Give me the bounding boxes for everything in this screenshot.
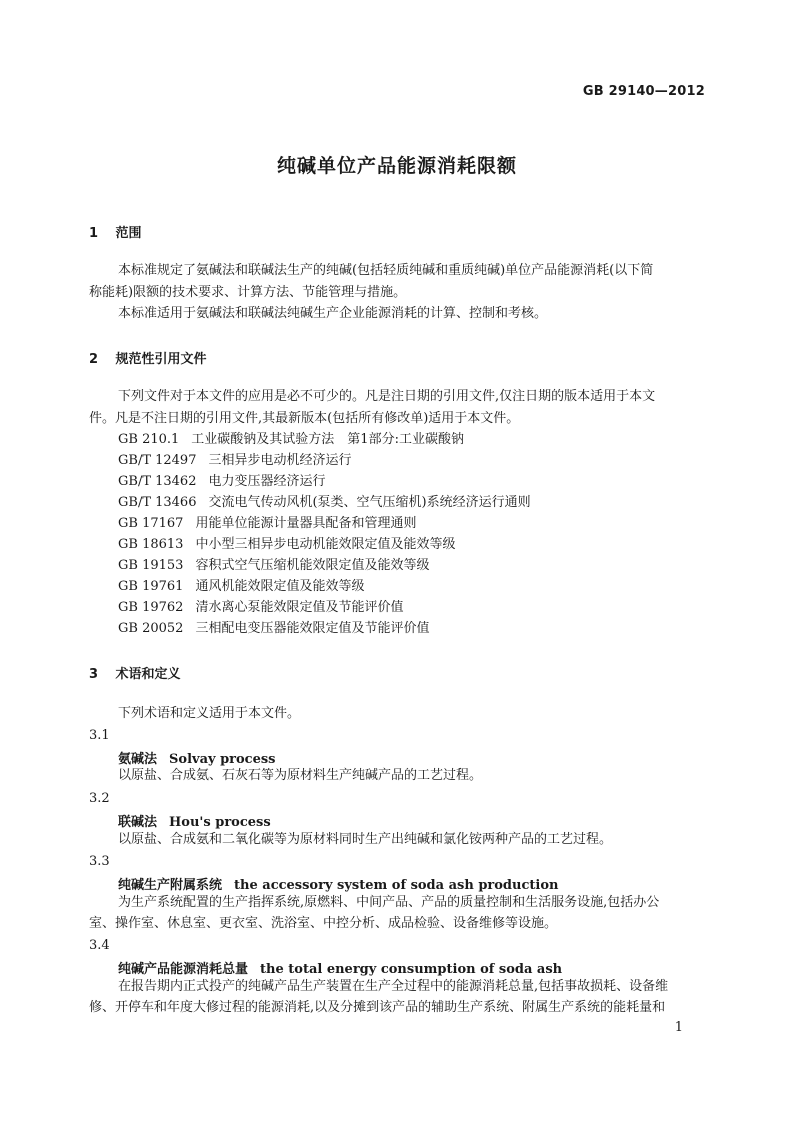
reference-item — [118, 597, 403, 618]
term-english: the total energy consumption of soda ash — [260, 962, 563, 977]
reference-title: 三相异步电动机经济运行 — [208, 453, 352, 468]
term-heading — [118, 958, 562, 977]
page-number: 1 — [674, 1020, 683, 1035]
term-heading — [118, 874, 558, 893]
section-title: 范围 — [115, 226, 142, 241]
term-definition: 以原盐、合成氨、石灰石等为原材料生产纯碱产品的工艺过程。 — [118, 768, 483, 783]
term-english: the accessory system of soda ash production — [234, 878, 559, 893]
term-heading — [118, 811, 271, 830]
term-definition-line-2: 修、开停车和年度大修过程的能源消耗,以及分摊到该产品的辅助生产系统、附属生产系统的能耗量和 — [89, 1000, 666, 1015]
document-title: 纯碱单位产品能源消耗限额 — [276, 155, 517, 177]
reference-code: GB 19153 — [118, 558, 184, 573]
reference-item — [118, 555, 429, 576]
scope-paragraph-2: 本标准适用于氨碱法和联碱法纯碱生产企业能源消耗的计算、控制和考核。 — [118, 306, 548, 321]
term-definition-line-1: 为生产系统配置的生产指挥系统,原燃料、中间产品、产品的质量控制和生活服务设施,包括办公 — [118, 895, 660, 910]
term-definition-line-2: 室、操作室、休息室、更衣室、洗浴室、中控分析、成品检验、设备维修等设施。 — [89, 916, 558, 931]
term-chinese: 联碱法 — [118, 815, 158, 830]
reference-code: GB 19761 — [118, 579, 184, 594]
term-number: 3.2 — [89, 791, 110, 806]
reference-item — [118, 450, 352, 471]
reference-title: 中小型三相异步电动机能效限定值及能效等级 — [195, 537, 456, 552]
reference-item — [118, 471, 326, 492]
section-title: 规范性引用文件 — [115, 352, 207, 367]
reference-code: GB/T 12497 — [118, 453, 197, 468]
term-english: Solvay process — [169, 752, 276, 767]
reference-code: GB 20052 — [118, 621, 184, 636]
term-number: 3.4 — [89, 938, 110, 953]
scope-paragraph-1-line-1: 本标准规定了氨碱法和联碱法生产的纯碱(包括轻质纯碱和重质纯碱)单位产品能源消耗(以下简 — [118, 263, 654, 278]
reference-title: 交流电气传动风机(泵类、空气压缩机)系统经济运行通则 — [208, 495, 531, 510]
reference-title: 容积式空气压缩机能效限定值及能效等级 — [195, 558, 430, 573]
reference-item — [118, 513, 416, 534]
reference-item — [118, 492, 531, 513]
section-3-heading — [89, 663, 181, 682]
reference-item — [118, 534, 455, 555]
reference-title: 三相配电变压器能效限定值及节能评价值 — [195, 621, 430, 636]
section-number: 3 — [89, 667, 99, 682]
reference-title: 清水离心泵能效限定值及节能评价值 — [195, 600, 404, 615]
scope-paragraph-1-line-2: 称能耗)限额的技术要求、计算方法、节能管理与措施。 — [89, 285, 407, 300]
term-chinese: 纯碱产品能源消耗总量 — [118, 962, 249, 977]
reference-code: GB 19762 — [118, 600, 184, 615]
reference-code: GB 18613 — [118, 537, 184, 552]
section-1-heading — [89, 222, 142, 241]
standard-code: GB 29140—2012 — [582, 84, 705, 99]
reference-code: GB/T 13462 — [118, 474, 197, 489]
term-definition: 以原盐、合成氨和二氧化碳等为原材料同时生产出纯碱和氯化铵两种产品的工艺过程。 — [118, 832, 613, 847]
term-chinese: 纯碱生产附属系统 — [118, 878, 223, 893]
terms-intro: 下列术语和定义适用于本文件。 — [118, 706, 301, 721]
section-number: 1 — [89, 226, 99, 241]
section-2-heading — [89, 348, 207, 367]
references-intro-line-1: 下列文件对于本文件的应用是必不可少的。凡是注日期的引用文件,仅注日期的版本适用于本文 — [118, 389, 656, 404]
reference-title: 电力变压器经济运行 — [208, 474, 326, 489]
term-number: 3.1 — [89, 728, 110, 743]
reference-item — [118, 576, 364, 597]
reference-code: GB 17167 — [118, 516, 184, 531]
reference-title: 用能单位能源计量器具配备和管理通则 — [195, 516, 417, 531]
section-title: 术语和定义 — [115, 667, 181, 682]
reference-title: 通风机能效限定值及能效等级 — [195, 579, 365, 594]
term-number: 3.3 — [89, 854, 110, 869]
reference-item — [118, 429, 464, 450]
reference-code: GB 210.1 — [118, 432, 180, 447]
term-definition-line-1: 在报告期内正式投产的纯碱产品生产装置在生产全过程中的能源消耗总量,包括事故损耗、设备维 — [118, 979, 669, 994]
term-english: Hou's process — [169, 815, 271, 830]
term-chinese: 氨碱法 — [118, 752, 158, 767]
reference-item — [118, 618, 429, 639]
section-number: 2 — [89, 352, 99, 367]
reference-code: GB/T 13466 — [118, 495, 197, 510]
reference-title: 工业碳酸钠及其试验方法 第1部分:工业碳酸钠 — [191, 432, 464, 447]
references-intro-line-2: 件。凡是不注日期的引用文件,其最新版本(包括所有修改单)适用于本文件。 — [89, 411, 520, 426]
